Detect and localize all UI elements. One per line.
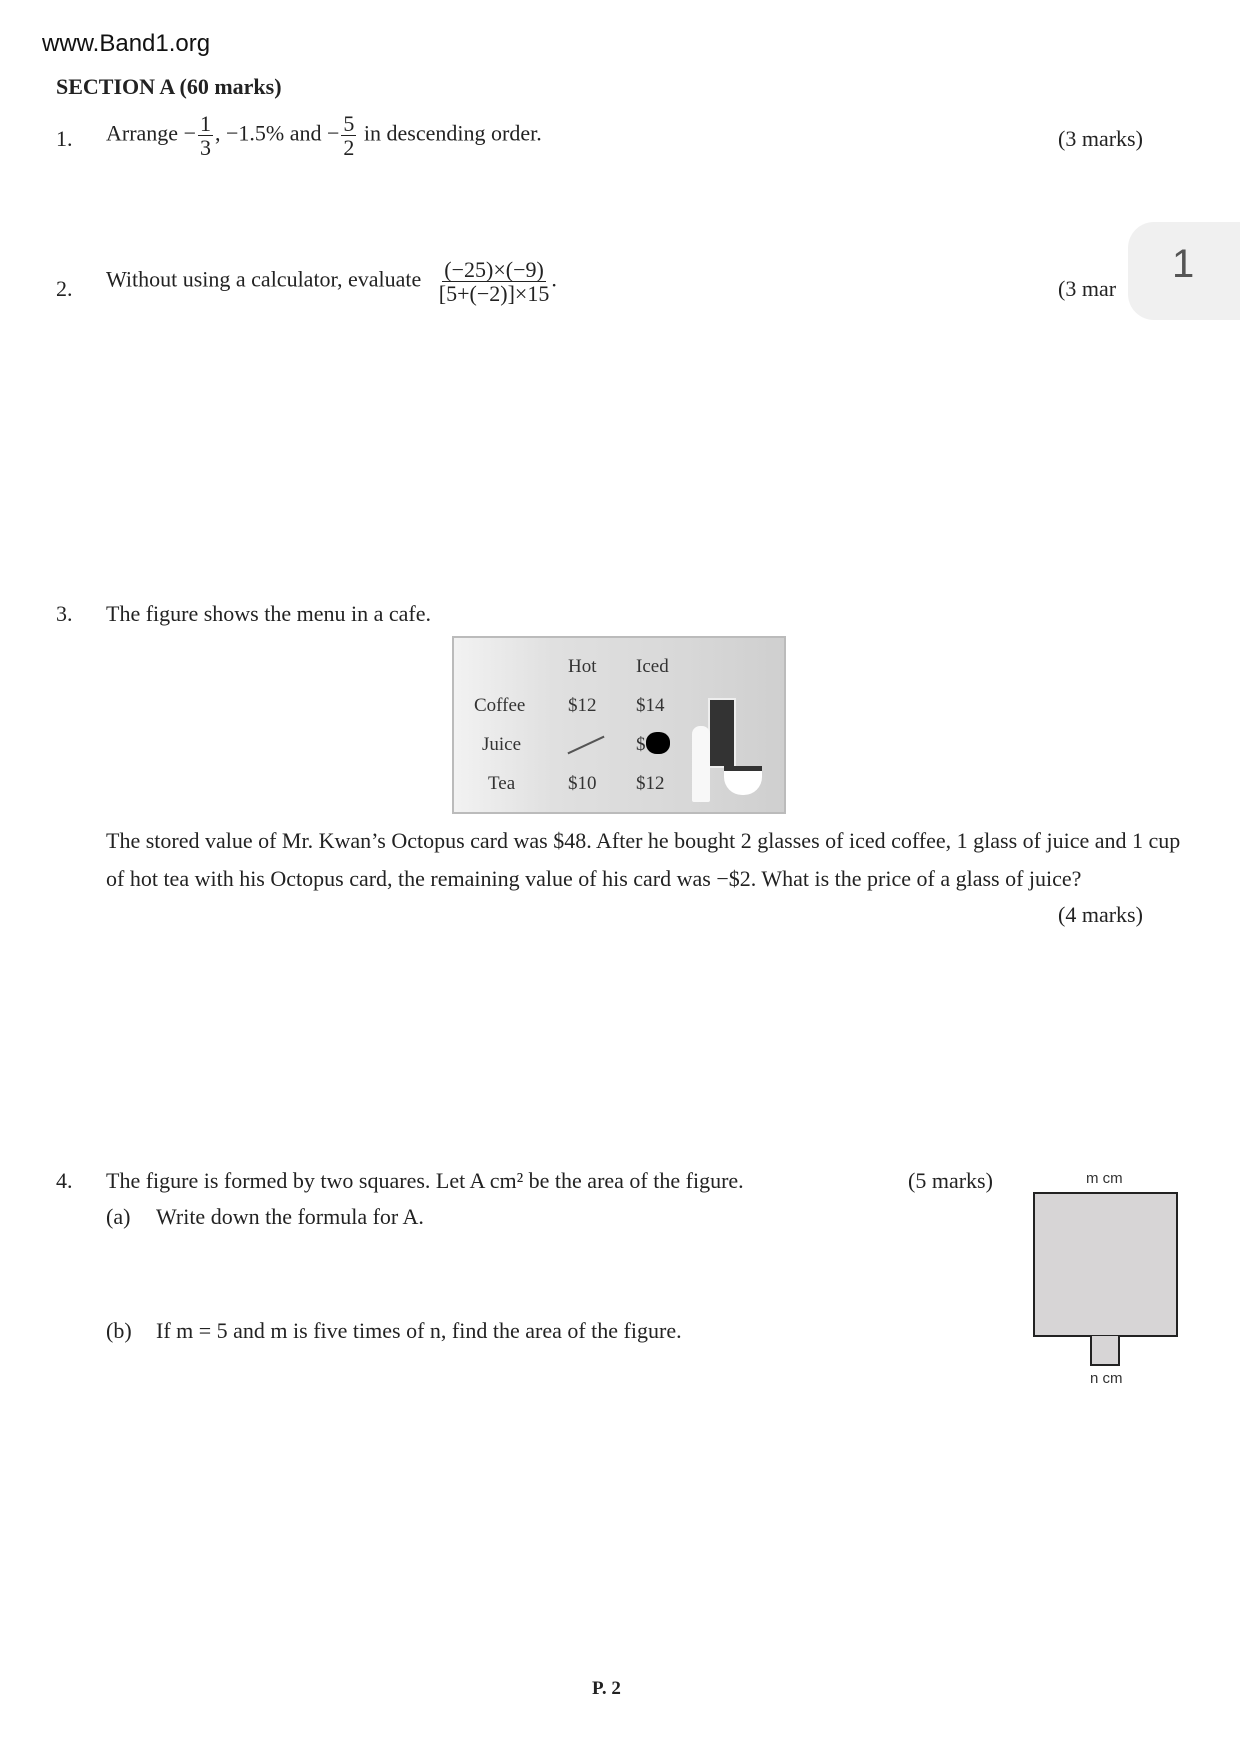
iced-coffee-glass-icon — [708, 698, 736, 768]
numerator: 5 — [343, 111, 355, 136]
menu-price: $12 — [568, 695, 597, 716]
q4-marks: (5 marks) — [908, 1168, 993, 1193]
menu-item: Coffee — [474, 695, 526, 716]
tea-cup-icon — [724, 766, 762, 795]
denominator: 3 — [200, 135, 211, 161]
q3-text: The figure shows the menu in a cafe. — [106, 601, 431, 626]
q1-text — [106, 112, 542, 159]
menu-price: $12 — [636, 773, 665, 794]
menu-price-obscured: $ — [636, 734, 646, 755]
q3-marks: (4 marks) — [1058, 902, 1143, 927]
denominator: [5+(−2)]×15 — [438, 281, 550, 307]
site-watermark: www.Band1.org — [42, 30, 211, 57]
big-square-label: m cm — [1086, 1170, 1123, 1187]
menu-item: Juice — [482, 734, 522, 755]
cafe-menu-figure — [452, 636, 786, 814]
q1-fraction-2 — [341, 112, 356, 159]
page-number-badge — [1128, 222, 1240, 320]
small-square — [1090, 1336, 1120, 1366]
q3-paragraph: The stored value of Mr. Kwan’s Octopus card was $48. After he bought 2 glasses of iced coffee, 1 glass of juice and 1 cup of hot tea with his Octopus card, the remaining value of his card was −$2. What is the price of a glass of juice? — [106, 828, 1181, 891]
q4a-label: (a) — [106, 1204, 131, 1229]
page-badge-number: 1 — [1172, 242, 1195, 286]
q1-number: 1. — [56, 126, 73, 151]
menu-price: $10 — [568, 773, 597, 794]
q4a-text: Write down the formula for A. — [156, 1204, 424, 1229]
menu-item: Tea — [488, 773, 516, 794]
q2-marks: (3 mar — [1058, 276, 1117, 301]
juice-glass-icon — [692, 726, 710, 802]
q4-text: The figure is formed by two squares. Let A cm² be the area of the figure. — [106, 1168, 744, 1193]
small-square-label: n cm — [1090, 1370, 1123, 1387]
q1-mid: , −1.5% and — [215, 120, 322, 146]
menu-price: $14 — [636, 695, 665, 716]
q2-fraction — [439, 258, 550, 305]
numerator: 1 — [200, 111, 211, 136]
menu-header-iced: Iced — [636, 656, 669, 677]
menu-dash-mark — [567, 736, 604, 755]
q4b-label: (b) — [106, 1318, 132, 1343]
q2-number: 2. — [56, 276, 73, 301]
q1-pre: Arrange — [106, 120, 179, 146]
q3-number: 3. — [56, 601, 73, 626]
q1-post: in descending order. — [363, 120, 542, 146]
ink-blot — [646, 732, 670, 754]
q1-fraction-1 — [198, 112, 213, 159]
big-square — [1033, 1192, 1178, 1337]
q1-sign2: − — [327, 120, 340, 146]
q4b-text: If m = 5 and m is five times of n, find the area of the figure. — [156, 1318, 682, 1343]
section-heading: SECTION A (60 marks) — [56, 74, 282, 99]
q2-prompt: Without using a calculator, evaluate — [106, 266, 422, 292]
q2-dot: . — [551, 266, 557, 292]
q2-text — [106, 258, 557, 305]
page-number: P. 2 — [592, 1678, 621, 1699]
q4-number: 4. — [56, 1168, 73, 1193]
q1-marks: (3 marks) — [1058, 126, 1143, 151]
numerator: (−25)×(−9) — [444, 257, 544, 282]
denominator: 2 — [343, 135, 355, 161]
menu-header-hot: Hot — [568, 656, 597, 677]
q1-sign1: − — [183, 120, 196, 146]
